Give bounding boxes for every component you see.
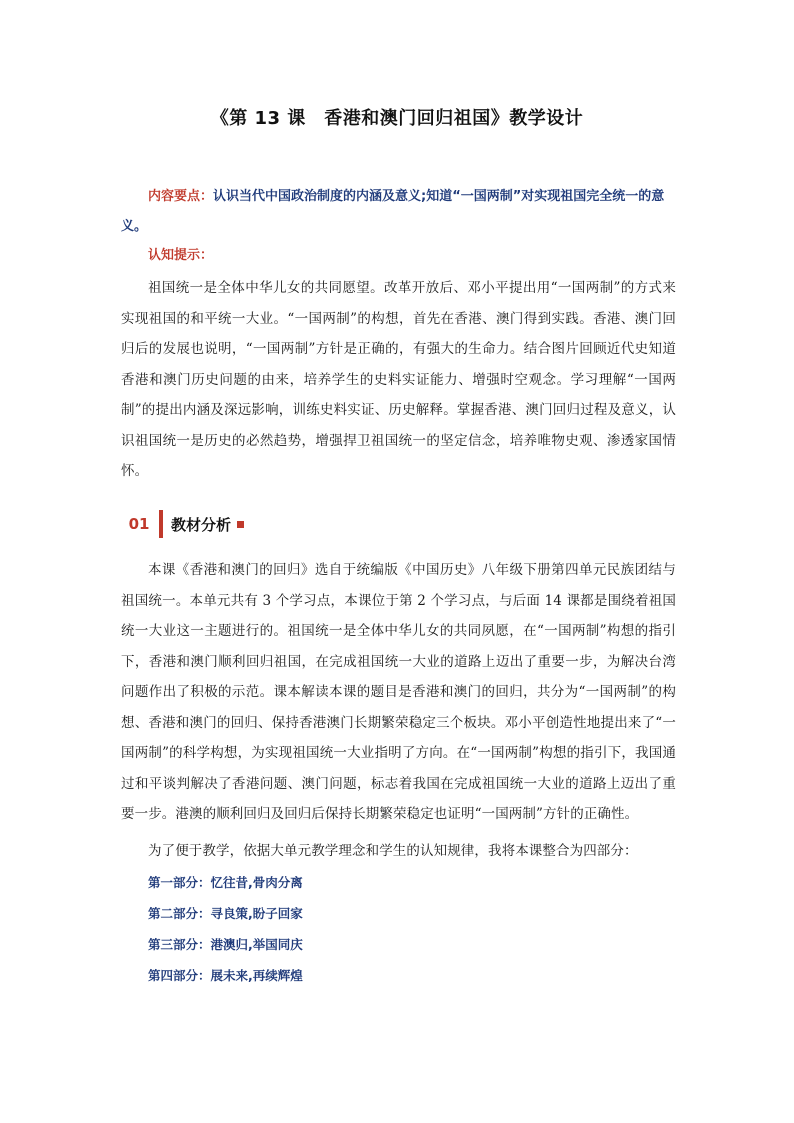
section-divider-bar — [159, 510, 163, 538]
section-title: 教材分析 — [171, 515, 232, 534]
parts-list — [148, 867, 303, 991]
part-item-1: 第一部分：忆往昔,骨肉分离 — [148, 875, 303, 890]
key-points-label: 内容要点： — [148, 189, 214, 204]
part-item-4: 第四部分：展未来,再续辉煌 — [148, 968, 303, 983]
part-item-2: 第二部分：寻良策,盼子回家 — [148, 906, 303, 921]
section-header-teaching-material-analysis — [121, 508, 244, 540]
document-title: 《第 13 课 香港和澳门回归祖国》教学设计 — [210, 108, 584, 129]
square-bullet-icon — [237, 521, 244, 528]
analysis-paragraph: 本课《香港和澳门的回归》选自于统编版《中国历史》八年级下册第四单元民族团结与祖国统一。本单元共有 3 个学习点，本课位于第 2 个学习点，与后面 14 课都是围绕着祖国统一大业这一主题进行的。祖国统一是全体中华儿女的共同夙愿，在“一国两制”构想的指引下，香港和澳门顺利回归祖国，在完成祖国统一大业的道路上迈出了重要一步，为解决台湾问题作出了积极的示范。课本解读本课的题目是香港和澳门的回归，共分为“一国两制”的构想、香港和澳门的回归、保持香港澳门长期繁荣稳定三个板块。邓小平创造性地提出来了“一国两制”的科学构想，为实现祖国统一大业指明了方向。在“一国两制”构想的指引下，我国通过和平谈判解决了香港问题、澳门问题，标志着我国在完成祖国统一大业的道路上迈出了重要一步。港澳的顺利回归及回归后保持长期繁荣稳定也证明“一国两制”方针的正确性。 — [121, 562, 676, 822]
key-points — [121, 182, 676, 242]
key-points-text: 认识当代中国政治制度的内涵及意义;知道“一国两制”对实现祖国完全统一的意义。 — [121, 189, 665, 234]
section-number: 01 — [128, 515, 150, 533]
summary-paragraph: 为了便于教学，依据大单元教学理念和学生的认知规律，我将本课整合为四部分： — [148, 843, 638, 859]
part-item-3: 第三部分：港澳归,举国同庆 — [148, 937, 303, 952]
cognitive-hint-label: 认知提示： — [148, 248, 214, 263]
intro-paragraph: 祖国统一是全体中华儿女的共同愿望。改革开放后、邓小平提出用“一国两制”的方式来实现祖国的和平统一大业。“一国两制”的构想，首先在香港、澳门得到实践。香港、澳门回归后的发展也说明，“一国两制”方针是正确的，有强大的生命力。结合图片回顾近代史知道香港和澳门历史问题的由来，培养学生的史料实证能力、增强时空观念。学习理解“一国两制”的提出内涵及深远影响，训练史料实证、历史解释。掌握香港、澳门回归过程及意义，认识祖国统一是历史的必然趋势，增强捍卫祖国统一的坚定信念，培养唯物史观、渗透家国情怀。 — [121, 280, 676, 479]
